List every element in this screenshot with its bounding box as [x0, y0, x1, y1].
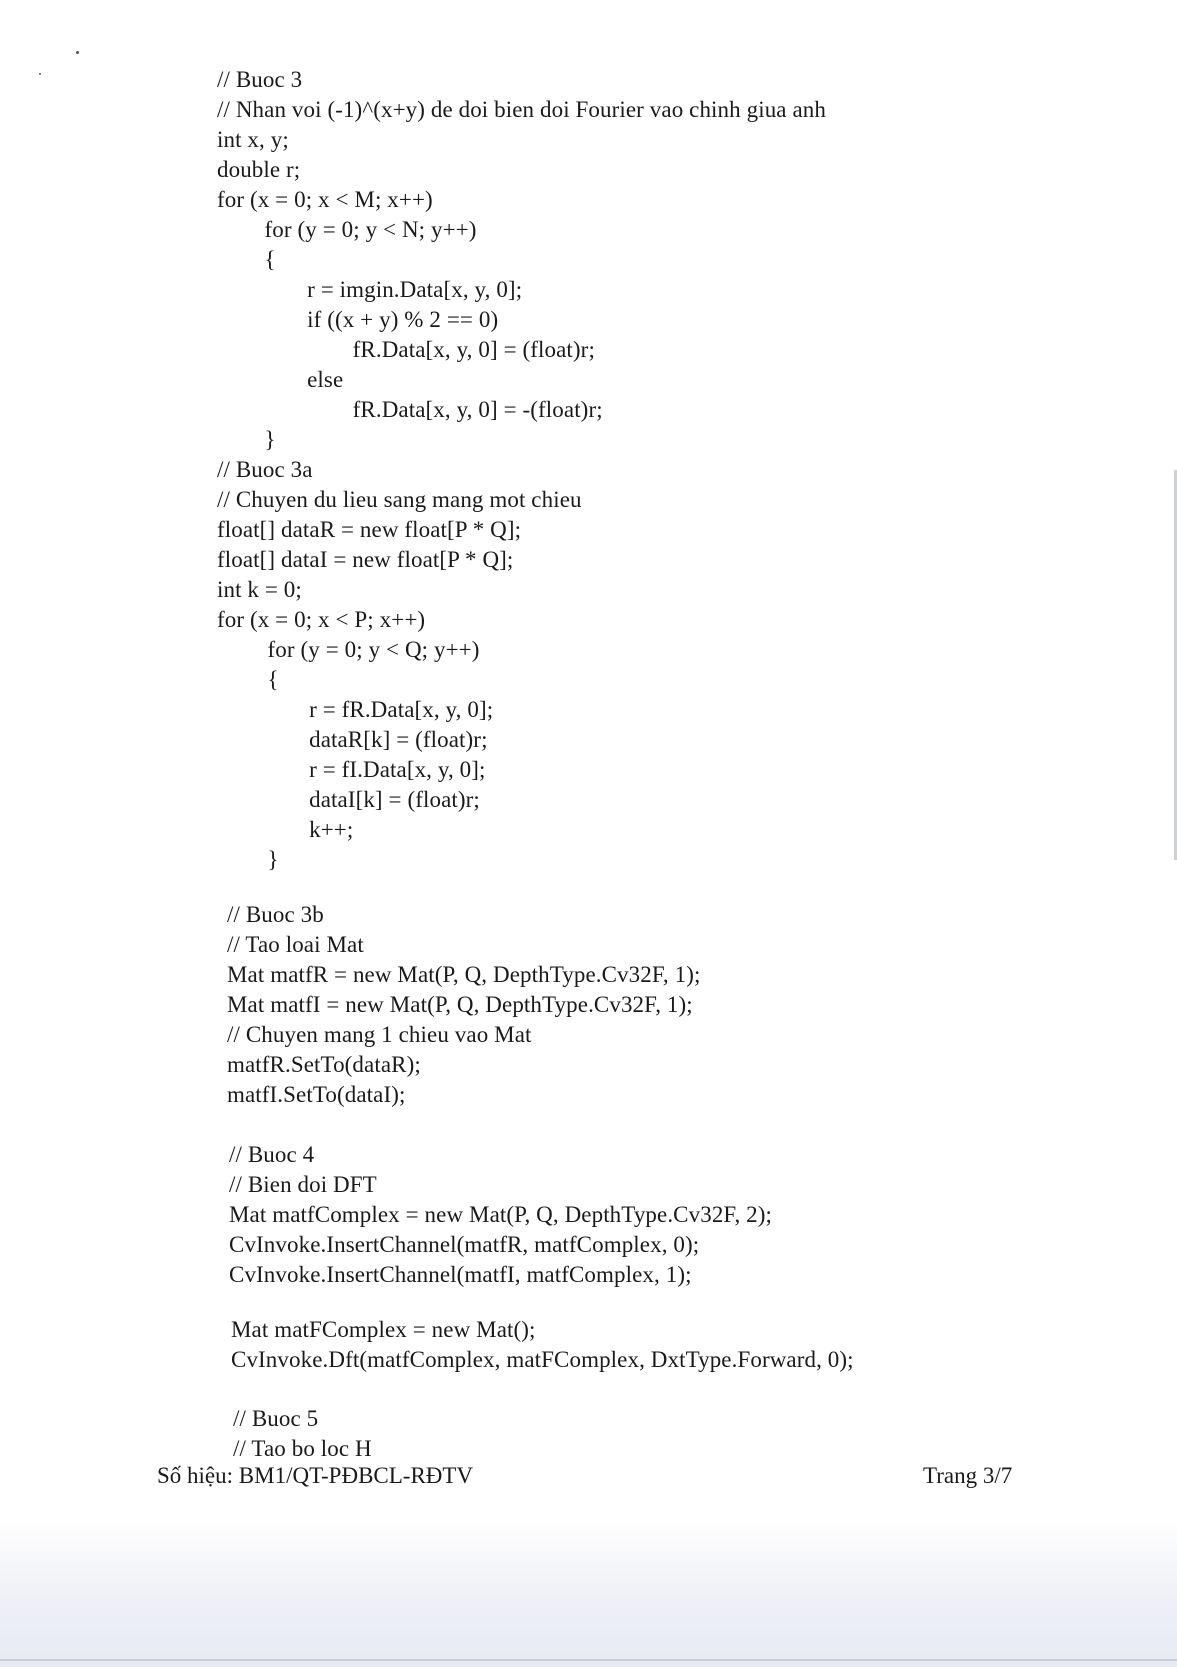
- code-line: int k = 0;: [217, 577, 302, 602]
- scan-speck: [76, 51, 79, 54]
- code-comment: // Tao loai Mat: [227, 932, 364, 957]
- code-line: r = fI.Data[x, y, 0];: [274, 757, 486, 782]
- code-line: dataI[k] = (float)r;: [274, 787, 480, 812]
- code-line: Mat matfI = new Mat(P, Q, DepthType.Cv32F, 1);: [227, 992, 693, 1017]
- code-line: Mat matFComplex = new Mat();: [231, 1317, 536, 1342]
- page-number: Trang 3/7: [923, 1463, 1013, 1488]
- code-line: CvInvoke.InsertChannel(matfI, matfComplex, 1);: [229, 1262, 692, 1287]
- code-comment: // Chuyen mang 1 chieu vao Mat: [227, 1022, 532, 1047]
- code-line: if ((x + y) % 2 == 0): [272, 307, 499, 332]
- code-line: fR.Data[x, y, 0] = (float)r;: [300, 337, 595, 362]
- scan-speck: [39, 73, 41, 75]
- code-line: }: [247, 427, 276, 452]
- code-comment: // Buoc 4: [229, 1142, 315, 1167]
- code-line: double r;: [217, 157, 301, 182]
- code-comment: // Buoc 3: [217, 67, 303, 92]
- scan-bottom-edge: [0, 1659, 1177, 1661]
- code-line: fR.Data[x, y, 0] = -(float)r;: [300, 397, 603, 422]
- code-line: }: [250, 847, 279, 872]
- code-line: for (y = 0; y < N; y++): [247, 217, 477, 242]
- code-line: for (y = 0; y < Q; y++): [250, 637, 480, 662]
- code-line: matfI.SetTo(dataI);: [227, 1082, 406, 1107]
- code-comment: // Nhan voi (-1)^(x+y) de doi bien doi Fourier vao chinh giua anh: [217, 97, 826, 122]
- code-comment: // Bien doi DFT: [229, 1172, 377, 1197]
- code-line: matfR.SetTo(dataR);: [227, 1052, 421, 1077]
- code-line: int x, y;: [217, 127, 289, 152]
- code-line: float[] dataR = new float[P * Q];: [217, 517, 522, 542]
- code-comment: // Tao bo loc H: [233, 1436, 372, 1461]
- document-code: Số hiệu: BM1/QT-PĐBCL-RĐTV: [157, 1463, 474, 1488]
- code-comment: // Buoc 3a: [217, 457, 313, 482]
- code-line: Mat matfComplex = new Mat(P, Q, DepthType.Cv32F, 2);: [229, 1202, 773, 1227]
- code-line: CvInvoke.InsertChannel(matfR, matfComplex, 0);: [229, 1232, 700, 1257]
- code-line: CvInvoke.Dft(matfComplex, matFComplex, DxtType.Forward, 0);: [231, 1347, 854, 1372]
- code-line: Mat matfR = new Mat(P, Q, DepthType.Cv32F, 1);: [227, 962, 701, 987]
- code-line: r = fR.Data[x, y, 0];: [274, 697, 494, 722]
- code-comment: // Buoc 3b: [227, 902, 324, 927]
- code-line: k++;: [274, 817, 354, 842]
- code-line: {: [247, 247, 276, 272]
- code-line: for (x = 0; x < M; x++): [217, 187, 433, 212]
- code-line: {: [250, 667, 279, 692]
- code-comment: // Chuyen du lieu sang mang mot chieu: [217, 487, 582, 512]
- code-line: float[] dataI = new float[P * Q];: [217, 547, 514, 572]
- code-comment: // Buoc 5: [233, 1406, 319, 1431]
- code-line: dataR[k] = (float)r;: [274, 727, 488, 752]
- code-line: else: [272, 367, 344, 392]
- code-line: r = imgin.Data[x, y, 0];: [272, 277, 523, 302]
- code-line: for (x = 0; x < P; x++): [217, 607, 426, 632]
- scan-bottom-band: [0, 1517, 1177, 1667]
